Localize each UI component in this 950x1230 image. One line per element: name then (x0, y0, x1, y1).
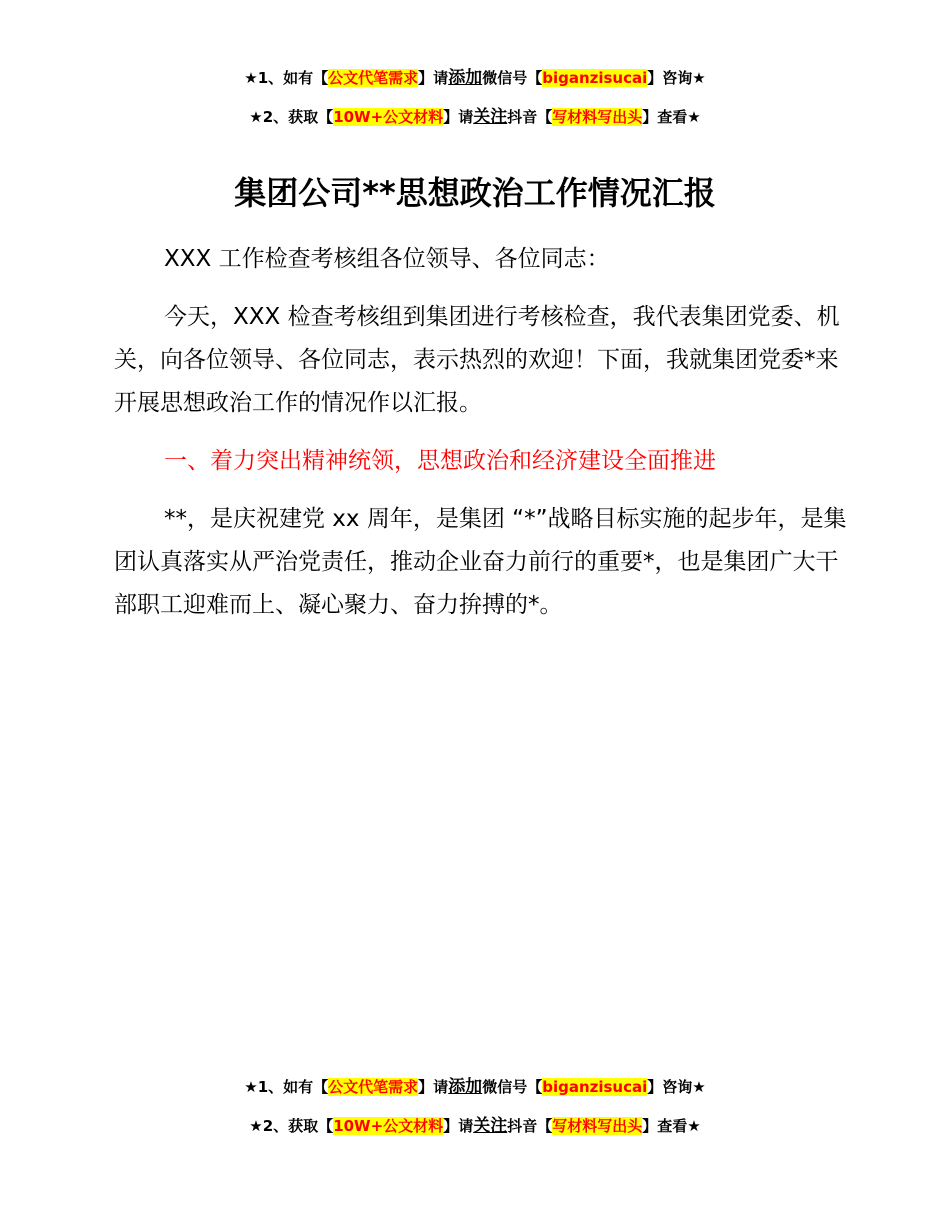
banner-text: 抖音【 (507, 108, 553, 126)
banner-text: 微信号【 (482, 1078, 543, 1096)
paragraph-section-1: **，是庆祝建党 xx 周年，是集团 “*”战略目标实施的起步年，是集团认真落实从严治党责任，推动企业奋力前行的重要*，也是集团广大干部职工迎难而上、凝心聚力、奋力拚搏的*。 (114, 506, 847, 618)
banner-bottom-line-1 (0, 1077, 950, 1097)
banner-text: 】查看★ (642, 1117, 701, 1135)
salutation: XXX 工作检查考核组各位领导、各位同志： (164, 246, 610, 272)
document-title: 集团公司**思想政治工作情况汇报 (234, 174, 716, 212)
banner-bottom-line-2 (0, 1116, 950, 1136)
banner-text: ★2、获取【 (249, 1117, 334, 1135)
banner-text: ★1、如有【 (244, 1078, 329, 1096)
banner-top-line-2 (0, 107, 950, 127)
banner-text: ★2、获取【 (249, 108, 334, 126)
banner-underline: 添加 (448, 1077, 483, 1097)
section-heading-1: 一、着力突出精神统领，思想政治和经济建设全面推进 (164, 448, 716, 474)
banner-highlight: 写材料写出头 (552, 1117, 643, 1135)
banner-highlight: 公文代笔需求 (328, 69, 419, 87)
document-body (114, 238, 859, 642)
banner-top-line-1 (0, 68, 950, 88)
banner-highlight: biganzisucai (542, 69, 648, 87)
banner-text: 】咨询★ (647, 69, 706, 87)
banner-underline: 添加 (448, 68, 483, 88)
banner-highlight: 写材料写出头 (552, 108, 643, 126)
banner-text: ★1、如有【 (244, 69, 329, 87)
banner-text: 抖音【 (507, 1117, 553, 1135)
banner-text: 】请 (418, 69, 449, 87)
banner-highlight: 10W+公文材料 (333, 108, 444, 126)
banner-text: 】咨询★ (647, 1078, 706, 1096)
banner-text: 】查看★ (642, 108, 701, 126)
banner-text: 】请 (443, 108, 474, 126)
paragraph-intro: 今天，XXX 检查考核组到集团进行考核检查，我代表集团党委、机关，向各位领导、各位同志，表示热烈的欢迎！下面，我就集团党委*来开展思想政治工作的情况作以汇报。 (114, 304, 840, 416)
banner-highlight: 公文代笔需求 (328, 1078, 419, 1096)
banner-underline: 关注 (473, 107, 508, 127)
banner-highlight: 10W+公文材料 (333, 1117, 444, 1135)
banner-text: 】请 (443, 1117, 474, 1135)
banner-text: 微信号【 (482, 69, 543, 87)
banner-underline: 关注 (473, 1116, 508, 1136)
banner-highlight: biganzisucai (542, 1078, 648, 1096)
banner-text: 】请 (418, 1078, 449, 1096)
